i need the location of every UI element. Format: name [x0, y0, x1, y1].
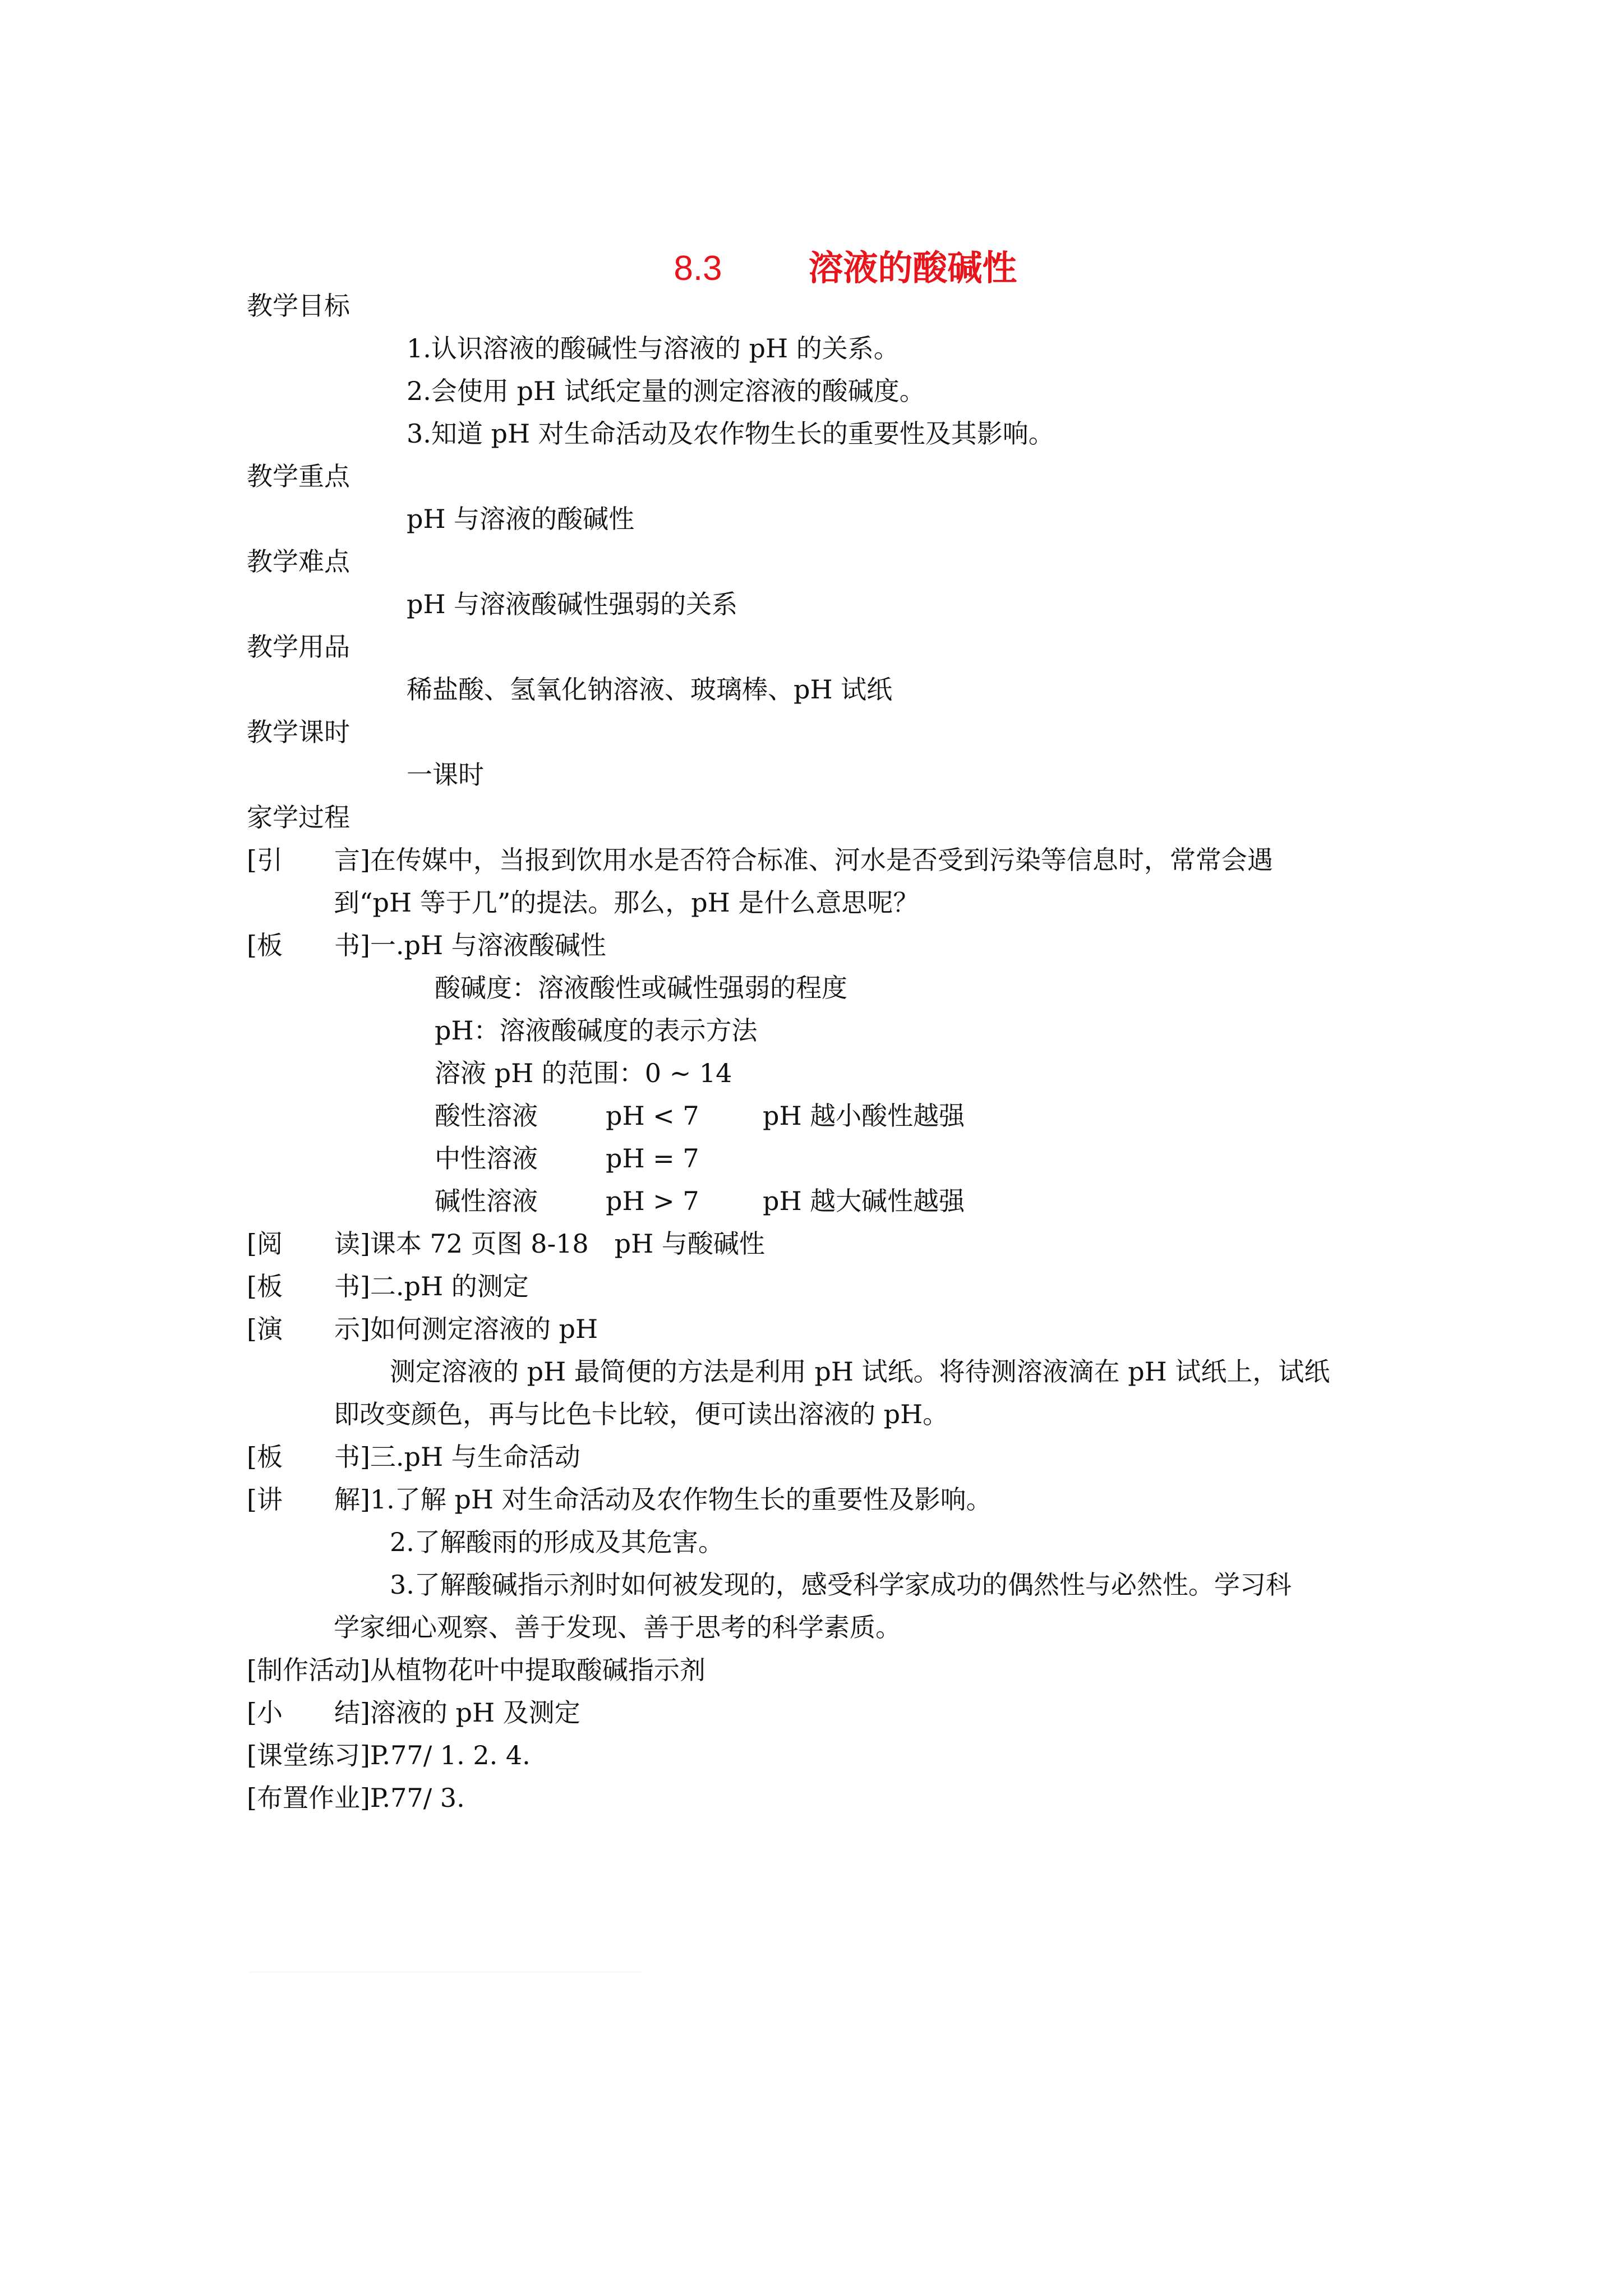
- demo-para-1: 测定溶液的 pH 最简便的方法是利用 pH 试纸。将待测溶液滴在 pH 试纸上，试纸: [390, 1356, 1330, 1387]
- goals-heading: 教学目标: [247, 291, 350, 321]
- def-ph: pH：溶液酸碱度的表示方法: [435, 1015, 758, 1046]
- read-text: 课本 72 页图 8-18 pH 与酸碱性: [370, 1228, 765, 1259]
- key-heading: 教学重点: [247, 461, 350, 491]
- summary-text: 溶液的 pH 及测定: [370, 1697, 580, 1728]
- homework: [247, 1785, 465, 1811]
- goal-2: 2.会使用 pH 试纸定量的测定溶液的酸碱度。: [407, 376, 925, 406]
- explain-3b: 学家细心观察、善于发现、善于思考的科学素质。: [334, 1612, 901, 1642]
- explain-2: 2.了解酸雨的形成及其危害。: [390, 1527, 724, 1557]
- board-1-tag: [板 书]: [247, 930, 370, 960]
- make-tag: [制作活动]: [247, 1655, 370, 1685]
- explain-1: 1.了解 pH 对生命活动及农作物生长的重要性及影响。: [370, 1484, 992, 1515]
- read-tag: [阅 读]: [247, 1228, 370, 1259]
- intro-text-1: 在传媒中，当报到饮用水是否符合标准、河水是否受到污染等信息时，常常会遇: [370, 845, 1273, 875]
- base-label: 碱性溶液: [435, 1186, 538, 1216]
- section-number: 8.3: [674, 249, 722, 288]
- intro-line-2: 到“pH 等于几”的提法。那么，pH 是什么意思呢？: [334, 887, 919, 918]
- demo-tag: [演 示]: [247, 1314, 370, 1344]
- difficult-heading: 教学难点: [247, 546, 350, 577]
- board-3: [247, 1444, 580, 1470]
- demo-text: 如何测定溶液的 pH: [370, 1314, 598, 1344]
- explain: [247, 1484, 992, 1515]
- board-1-text: 一.pH 与溶液酸碱性: [370, 930, 606, 960]
- materials-text: 稀盐酸、氢氧化钠溶液、玻璃棒、pH 试纸: [407, 674, 893, 705]
- goal-3: 3.知道 pH 对生命活动及农作物生长的重要性及其影响。: [407, 418, 1054, 449]
- board-2-text: 二.pH 的测定: [370, 1271, 529, 1301]
- intro-tag: [引 言]: [247, 845, 370, 875]
- practice-text: P.77/ 1. 2. 4.: [370, 1740, 531, 1770]
- board-3-tag: [板 书]: [247, 1442, 370, 1472]
- base-condition: pH > 7: [606, 1186, 699, 1216]
- demo: [247, 1316, 598, 1342]
- neutral-label: 中性溶液: [435, 1143, 538, 1174]
- make: [247, 1657, 706, 1683]
- demo-para-2: 即改变颜色，再与比色卡比较，便可读出溶液的 pH。: [334, 1399, 949, 1429]
- explain-tag: [讲 解]: [247, 1484, 370, 1515]
- homework-tag: [布置作业]: [247, 1783, 370, 1813]
- key-text: pH 与溶液的酸碱性: [407, 504, 635, 534]
- neutral-condition: pH = 7: [606, 1143, 699, 1174]
- intro-line-1: [247, 847, 1273, 873]
- practice-tag: [课堂练习]: [247, 1740, 370, 1770]
- board-2: [247, 1273, 529, 1299]
- make-text: 从植物花叶中提取酸碱指示剂: [370, 1655, 706, 1685]
- hours-text: 一课时: [407, 760, 484, 790]
- board-2-tag: [板 书]: [247, 1271, 370, 1301]
- acid-label: 酸性溶液: [435, 1101, 538, 1131]
- goal-1: 1.认识溶液的酸碱性与溶液的 pH 的关系。: [407, 333, 900, 364]
- base-note: pH 越大碱性越强: [763, 1186, 965, 1216]
- ph-range: 溶液 pH 的范围：0 ~ 14: [435, 1058, 732, 1088]
- summary: [247, 1697, 580, 1728]
- neutral-row: [435, 1143, 763, 1174]
- page-title: [625, 216, 1017, 321]
- hours-heading: 教学课时: [247, 717, 350, 747]
- acid-row: [435, 1103, 965, 1129]
- summary-tag: [小 结]: [247, 1697, 370, 1728]
- acid-note: pH 越小酸性越强: [763, 1101, 965, 1131]
- explain-3a: 3.了解酸碱指示剂时如何被发现的，感受科学家成功的偶然性与必然性。学习科: [390, 1570, 1292, 1600]
- board-1: [247, 932, 606, 958]
- title-text: 溶液的酸碱性: [808, 247, 1017, 288]
- process-heading: 家学过程: [247, 802, 350, 832]
- difficult-text: pH 与溶液酸碱性强弱的关系: [407, 589, 738, 619]
- homework-text: P.77/ 3.: [370, 1783, 465, 1813]
- def-acidity: 酸碱度：溶液酸性或碱性强弱的程度: [435, 973, 847, 1003]
- board-3-text: 三.pH 与生命活动: [370, 1442, 580, 1472]
- practice: [247, 1742, 531, 1768]
- materials-heading: 教学用品: [247, 632, 350, 662]
- base-row: [435, 1188, 965, 1214]
- acid-condition: pH < 7: [606, 1101, 699, 1131]
- read: [247, 1228, 765, 1259]
